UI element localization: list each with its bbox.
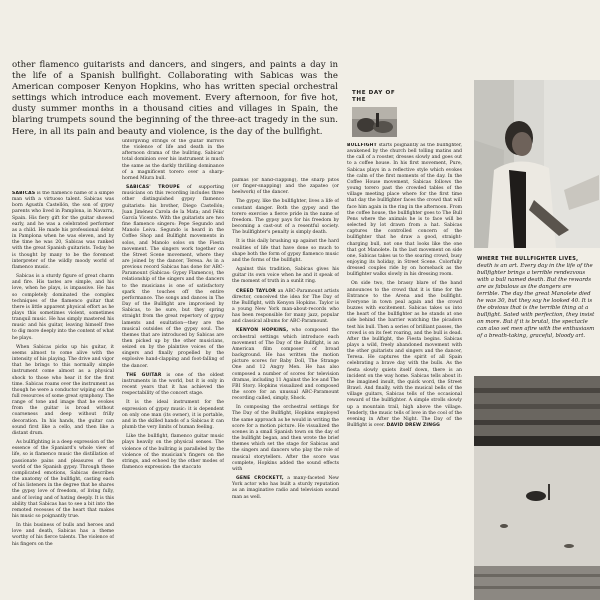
gene-crockett-text: a many-faceted New York actor who has built a sturdy reputation as an imaginative radio and television sound man as well. bbox=[232, 476, 339, 500]
bullring-photo bbox=[474, 376, 600, 600]
bullfighter-portrait-image bbox=[474, 80, 600, 248]
col3-paragraph-2: The gypsy, like the bullfighter, lives a life of constant danger. Both the gypsy and the torero exercise a fierce pride in the name of freedom. The gypsy pays for his freedom by becoming a cast-out of a resentful society. The bullfighter's penalty is simply death. bbox=[232, 199, 339, 236]
col4-paragraph-2 bbox=[347, 281, 462, 429]
bullfight-text: starts poignantly as the bullfighter, awakened by the church bell tolling matins and the call of a rooster, dresses slowly and goes out to a coffee house. In his first movement, Pure, Sabicas plays in a reflective style which evokes the calm of the first moments of the day. In the Coffee House movement, Sabicas follows the young torero past the crowded tables of the village meeting place where for the first time that day the bullfighter faces the crowd that will face him again in the ring in the afternoon. From the coffee house, the bullfighter goes to The Bull Pens where the animals he is to face will be selected by lot drawn from a hat. Sabicas captures the controlled concern of the bullfighter that he draw a good, straight-charging bull, not one that looks like the one that got Manolete. In the last movement on side one, Sabicas takes us to the soaring crowd, busy enjoying its holiday, in Street Scene. Colorfully dressed couples ride by on horseback as the bullfighter walks slowly in his dressing room. bbox=[347, 143, 462, 278]
caption-heading: WHERE THE BULLFIGHTER LIVES, bbox=[477, 256, 579, 262]
section-heading bbox=[352, 90, 395, 104]
troupe-heading: SABICAS' TROUPE bbox=[126, 185, 180, 191]
bullfighter-portrait-photo bbox=[474, 80, 600, 248]
guitar-text: is one of the oldest instruments in the world, but it is only in recent years that it has achieved the respectability of the concert stage. bbox=[122, 372, 224, 397]
intro-paragraph: other flamenco guitarists and dancers, and singers, and paints a day in the life of a Spanish bullfight. Collaborating with Sabicas was the American composer Kenyon Hopkins, who has written special orchestral settings which introduce each movement. Every afternoon, for five hot, dusty summer months in a thousand cities and villages in Spain, the blaring trumpets sound the beginning of the three-act tragedy in the sun. Here, in all its pain and beauty and violence, is the day of the bullfight. bbox=[12, 60, 338, 137]
col3-paragraph-1: palmas (or hand-clapping), the sharp pitos (or finger-snapping) and the zapateo (or heelwork) of the dancer. bbox=[232, 178, 339, 196]
troupe-paragraph bbox=[122, 185, 224, 370]
col3-paragraph-7: In composing the orchestral settings for The Day of the Bullfight, Hopkins employed the same approach as he would in writing the score for a motion picture. He visualized the scenes in a small Spanish town on the day of the bullfight began, and then wrote the brief themes which set the stage for Sabicas and the singers and dancers who play the role of musical storytellers. After the score was complete, Hopkins added the sound effects with bbox=[232, 405, 339, 472]
col2-paragraph-5: Like the bullfight, flamenco guitar music plays heavily on the physical senses. The violence of the bullring is paralleled by the violence of the musician's fingers on the strings, and echoed by the other modes of flamenco expression: the staccato bbox=[122, 434, 224, 470]
col1-paragraph-5: In this business of bulls and heroes and love and death, Sabicas has a theme worthy of his fierce talents. The violence of his fingers on the bbox=[12, 523, 114, 547]
troupe-text: of supporting musicians on this recording includes three other distinguished gypsy flamenco guitarists: his brother, Diego Castellón; Juan Jiménez Carola de la Mata; and Félix García Vicente. With the guitarists are two fine flamenco singers: Pepe Segundo and Manolo Leiva. Segundo is heard in the Coffee Shop and Bullfight movements in solos, and Manolo solos on the Fiesta movement. The singers work together on the Street Scene movement, where they are joined by the dancer, Teresa. As in a previous record Sabicas has done for ABC-Paramount (Sabicas: Gypsy Flamenco), the relationship of the singers and the dancers to the musicians is one of satisfactory spark the touches off the entire performance. The songs and dances in The Day of the Bullfight are improvised by Sabicas, to be sure, but they spring straight from the great repertory of gypsy laments and exultation—they are the musical outsides of the gypsy soul. The themes that are introduced by Sabicas are then picked up by the other musicians, seized on by the plaintive voices of the singers and finally propelled by the explosive hand-clapping and foot-falling of the dancer. bbox=[122, 185, 224, 369]
creed-taylor-heading: CREED TAYLOR bbox=[236, 288, 276, 294]
gene-crockett-paragraph bbox=[232, 476, 339, 501]
col2-paragraph-4: It is the ideal instrument for the expression of gypsy music: it is dependent on only one man (its owner), it is portable, and in the skilled hands of a Sabicas it can plumb the very limits of human feeling. bbox=[122, 400, 224, 431]
bullfight-paragraph bbox=[347, 143, 462, 278]
col1-paragraph-3: When Sabicas picks up his guitar, it seems almost to come alive with the intensity of his playing. The drive and vigor that he brings to this normally simple instrument come almost as a physical shock to those who hear it for the first time. Sabicas roams over the instrument as though he were a conductor wiping out the full resources of some great symphony. The range of tone and image that he evokes from the guitar is broad without coarseness and deep without frilly decoration. In his hands, the guitar can sound first like a cello, and then like a distant drum. bbox=[12, 344, 114, 436]
col3-paragraph-4: Against this tradition, Sabicas gives his guitar its own voice when he and it speak of the moment of truth in a sunlit ring. bbox=[232, 267, 339, 285]
text-column-3 bbox=[232, 178, 339, 591]
caption-text: death is an art. Every day in the life of the bullfighter brings a terrible rendezvous with a bull named death. But the rewards are as fabulous as the dangers are terrible. The day the great Manolete died he was 30, but they say he looked 40. It is the obvious that is the terrible thing at a bullfight. Sated with perfection, they insist on more. But if it is brutal, the spectacle can also set men afire with the enthusiasm of a breath-taking, graceful, bloody art. bbox=[477, 263, 595, 339]
col3-paragraph-3: It is this daily brushing up against the hard realities of life that have done so much to shape both the form of gypsy flamenco music and the forms of the bullfight. bbox=[232, 239, 339, 263]
heading-line-1: THE DAY OF bbox=[352, 90, 396, 96]
creed-taylor-text: an ABC-Paramount artists director, conceived the idea for The Day of the Bullfight, with Kenyon Hopkins. Taylor is a young New York man-about-records who has been responsible for many jazz, popular and classical albums for ABC-Paramount. bbox=[232, 288, 339, 325]
guitar-heading: THE GUITAR bbox=[126, 372, 162, 378]
sabicas-paragraph bbox=[12, 191, 114, 271]
text-column-2 bbox=[122, 139, 224, 591]
kenyon-hopkins-paragraph bbox=[232, 328, 339, 402]
sabicas-heading: SABICAS bbox=[12, 191, 36, 196]
bullfight-heading: BULLFIGHT bbox=[347, 143, 377, 148]
author-signature: DAVID DREW ZINGG bbox=[386, 423, 440, 429]
col1-paragraph-4: As bullfighting is a deep expression of the essence of the Spaniard's whole view of life, so is flamenco music the distillation of passionate pains and pleasures of the world of the Spanish gypsy. Through these complicated emotions, Sabicas describes the anatomy of the bullfight, casting each of his listeners in the degree that he shares the gypsy love of freedom, of living fully, and of loving and of hating deeply. It is this ability that Sabicas has to see a bit into the remoted recesses of the heart that makes his music so poignantly true. bbox=[12, 440, 114, 519]
creed-taylor-paragraph bbox=[232, 289, 339, 326]
col1-paragraph-2: Sabicas is a sturdy figure of great charm and fire. His tastes are simple, and his love, when he plays, is impassive. He has so completely dominated the complex techniques of the flamenco guitar that there is little apparent physical effort as he plays this sometimes violent, sometimes tranquil music. He has simply mastered his music and his guitar, leaving himself free to dig more deeply into the content of what he plays. bbox=[12, 274, 114, 341]
heading-line-2: THE bbox=[352, 97, 367, 103]
col4-paragraph-2-text: On side two, the brassy blare of the band announces to the crowd that it is time for the Entrance to the Arena and the bullfight. Everyone in town peal again and the crowd buzzes with excitement. Sabicas takes us into the heart of the bullfighter as he stands at one side behind the barrier watching the picadors test his bull. Then a series of brilliant passes, the crowd is on its feet roaring, and the bull is dead. After the bullfight, the Fiesta begins. Sabicas plays a wild, freely abandoned movement with the other guitarists and singers and the dancer, Teresa. He captures the spirit of all Spain celebrating a brave day with the bulls. As the fiesta slowly quiets itself down, there is an incident on the way home. Sabicas tells about it: the imagined insult, the quick word, the Street Brawl. And finally, with the musical bells of the village guitars, Sabicas tells of the occasional reward of the bullfighter. A simple strolls slowly up a mountain trail, high above the village. Tenderly, the music tells of love in the cool of the evening in After the Night. The Day of the Bullfight is over. bbox=[347, 281, 462, 429]
gene-crockett-heading: GENE CROCKETT, bbox=[236, 476, 284, 482]
small-photo bbox=[352, 107, 397, 137]
kenyon-hopkins-text: who composed the orchestral settings which introduce each movement of The Day of the Bullfight, is an American film composer of broad background. He has written the motion picture scores for Baby Doll, The Strange One and 12 Angry Men. He has also composed a number of scores for television dramas, including 11 Against the Ice and The FBI Story. Hopkins visualized and composed the score for an unusual ABC-Paramount recording called, simply, Shock. bbox=[232, 328, 339, 402]
sabicas-text: is the flamenco name of a simple man with a virtuoso talent. Sabicas was born Agustín Castellón, the son of gypsy parents who lived in Pamplona, in Navarra, Spain. His fiery gift for the guitar showed early, and he was a celebrated performer as a child. He made his professional debut in Pamplona when he was eleven, and by the time he was 20, Sabicas was ranked with the great Spanish guitarists. Today he is thought by many to be the foremost interpreter of the wildly moody world of flamenco music. bbox=[12, 191, 114, 270]
text-column-4 bbox=[347, 143, 462, 591]
bullring-image bbox=[474, 376, 600, 600]
kenyon-hopkins-heading: KENYON HOPKINS, bbox=[236, 328, 289, 334]
text-column-1 bbox=[12, 191, 114, 591]
guitar-paragraph bbox=[122, 373, 224, 398]
small-photo-image bbox=[352, 107, 397, 137]
col2-paragraph-1: unforgiving strings of the guitar mirrors the violence of life and death in the afternoon drama of the bullring. Sabicas' total dominion over his instrument is much the same as the darkly thrilling dominance of a magnificent torero over a sharp-horned Miura bull. bbox=[122, 139, 224, 181]
photo-caption bbox=[477, 256, 595, 340]
